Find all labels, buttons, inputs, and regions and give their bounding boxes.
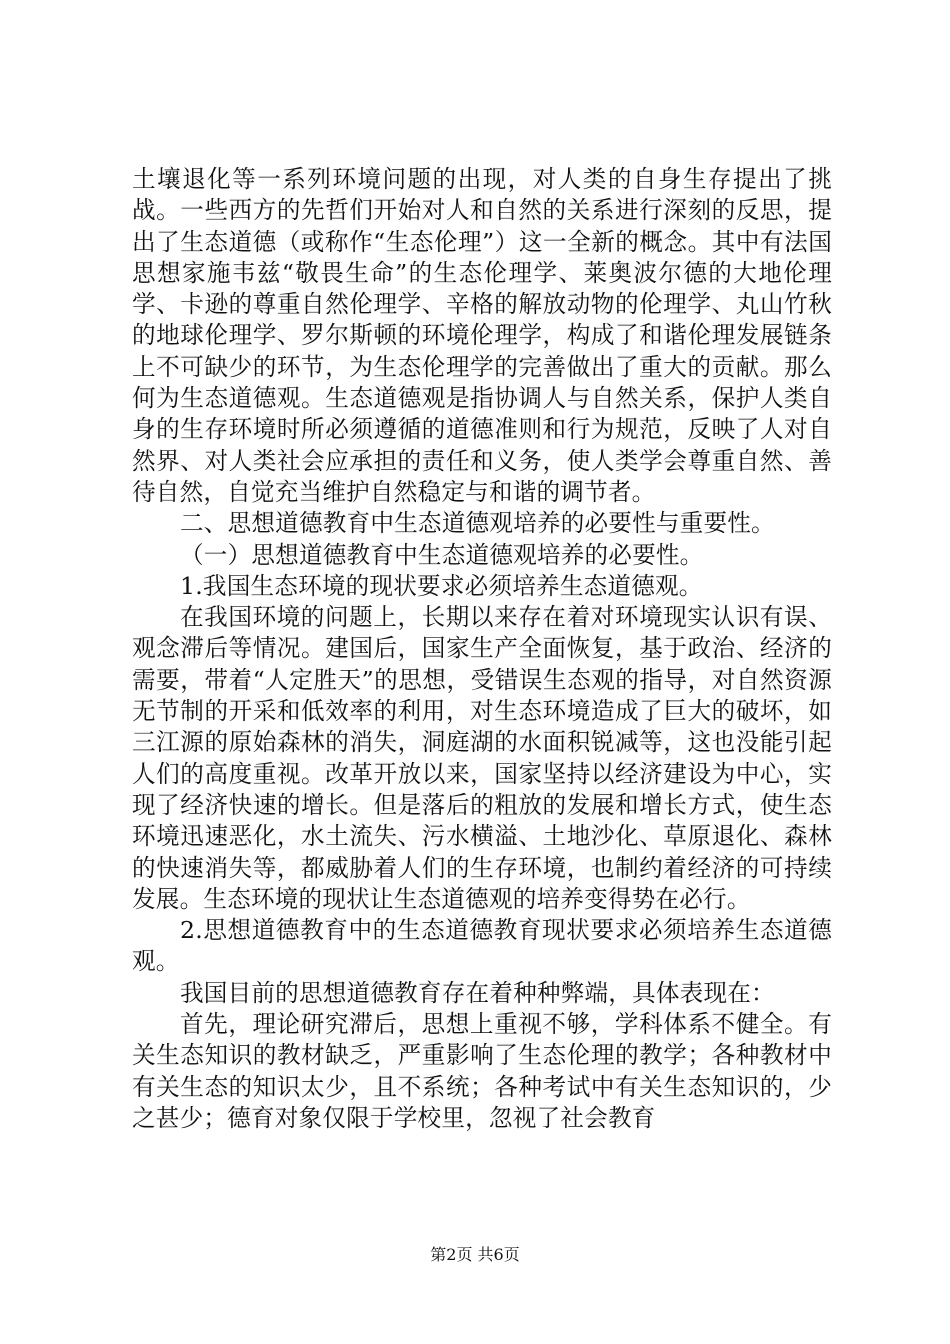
document-body	[132, 164, 832, 1134]
section-heading-2: 二、思想道德教育中生态道德观培养的必要性与重要性。	[180, 509, 775, 538]
paragraph-education-drawbacks: 我国目前的思想道德教育存在着种种弊端，具体表现在：	[180, 978, 775, 1007]
point-heading-1: 1.我国生态环境的现状要求必须培养生态道德观。	[180, 571, 703, 600]
page-footer: 第2页 共6页	[430, 1245, 520, 1264]
paragraph-environment-status: 在我国环境的问题上，长期以来存在着对环境现实认识有误、观念滞后等情况。建国后，国家生产全面恢复，基于政治、经济的需要，带着“人定胜天”的思想，受错误生态观的指导，对自然资源无节制的开采和低效率的利用，对生态环境造成了巨大的破坏，如三江源的原始森林的消失，洞庭湖的水面积锐减等，这也没能引起人们的高度重视。改革开放以来，国家坚持以经济建设为中心，实现了经济快速的增长。但是落后的粗放的发展和增长方式，使生态环境迅速恶化，水土流失、污水横溢、土地沙化、草原退化、森林的快速消失等，都威胁着人们的生存环境，也制约着经济的可持续发展。生态环境的现状让生态道德观的培养变得势在必行。	[132, 603, 832, 913]
paragraph-first-point: 首先，理论研究滞后，思想上重视不够，学科体系不健全。有关生态知识的教材缺乏，严重影响了生态伦理的教学；各种教材中有关生态的知识太少，且不系统；各种考试中有关生态知识的，少之甚少；德育对象仅限于学校里，忽视了社会教育	[132, 1010, 832, 1132]
subsection-heading-1: （一）思想道德教育中生态道德观培养的必要性。	[180, 540, 704, 569]
paragraph-continuation: 土壤退化等一系列环境问题的出现，对人类的自身生存提出了挑战。一些西方的先哲们开始对人和自然的关系进行深刻的反思，提出了生态道德（或称作“生态伦理”）这一全新的概念。其中有法国思想家施韦兹“敬畏生命”的生态伦理学、莱奥波尔德的大地伦理学、卡逊的尊重自然伦理学、辛格的解放动物的伦理学、丸山竹秋的地球伦理学、罗尔斯顿的环境伦理学，构成了和谐伦理发展链条上不可缺少的环节，为生态伦理学的完善做出了重大的贡献。那么何为生态道德观。生态道德观是指协调人与自然关系，保护人类自身的生存环境时所必须遵循的道德准则和行为规范，反映了人对自然界、对人类社会应承担的责任和义务，使人类学会尊重自然、善待自然，自觉充当维护自然稳定与和谐的调节者。	[132, 165, 832, 506]
point-heading-2: 2.思想道德教育中的生态道德教育现状要求必须培养生态道德观。	[132, 916, 832, 976]
